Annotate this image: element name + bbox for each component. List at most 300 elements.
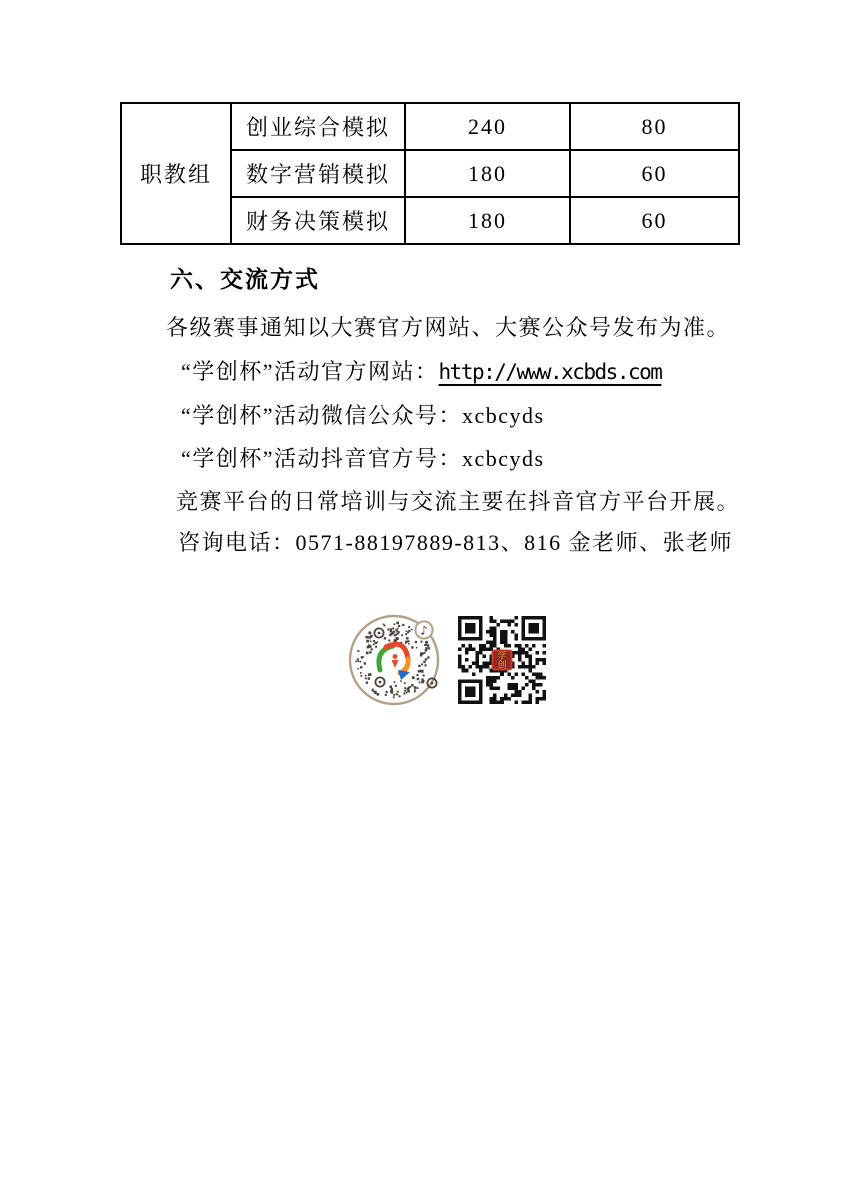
qr-finder-core (528, 623, 539, 634)
qr-dot (425, 647, 427, 649)
qr-dot (360, 675, 362, 677)
qr-dot (400, 680, 402, 682)
qr-module (521, 686, 525, 690)
qr-dot (397, 628, 399, 630)
qr-dot (414, 686, 416, 688)
qr-module (514, 672, 518, 676)
qr-dot (411, 629, 413, 631)
qr-dot (408, 630, 410, 632)
qr-module (486, 648, 490, 652)
qr-module (518, 658, 522, 662)
qr-module (497, 623, 501, 627)
qr-dot (384, 637, 386, 639)
qr-module (507, 683, 511, 687)
qr-module (511, 676, 515, 680)
qr-module (528, 658, 532, 662)
qr-module (493, 620, 497, 624)
qr-dot (427, 644, 429, 646)
qr-module (483, 644, 487, 648)
qr-dot (396, 694, 398, 696)
qr-dot (373, 640, 375, 642)
qr-module (521, 651, 525, 655)
qr-dot (360, 666, 362, 668)
qr-module (462, 665, 466, 669)
qr-module (514, 690, 518, 694)
qr-module (504, 697, 508, 701)
qr-module (539, 697, 543, 701)
notice-paragraph: 各级赛事通知以大赛官方网站、大赛公众号发布为准。 (166, 315, 731, 340)
qr-dot (371, 648, 373, 650)
qr-module (476, 655, 480, 659)
qr-module (525, 644, 529, 648)
qr-eye-dot (378, 632, 381, 635)
qr-module (493, 641, 497, 645)
qr-module (514, 693, 518, 697)
qr-module (479, 644, 483, 648)
website-line (181, 358, 661, 386)
qr-dot (360, 672, 362, 674)
qr-module (535, 697, 539, 701)
qr-dot (393, 623, 395, 625)
qr-dot (412, 676, 415, 679)
qr-seal-glyph: 创 (497, 659, 507, 670)
square-qr-code (458, 616, 546, 706)
qr-module (518, 690, 522, 694)
qr-module (490, 679, 494, 683)
table-cell-value: 180 (405, 150, 570, 197)
qr-dot (401, 634, 403, 636)
qr-dot (357, 658, 359, 660)
qr-dot (419, 682, 421, 684)
qr-dot (369, 673, 371, 675)
qr-module (511, 620, 515, 624)
qr-dot (370, 635, 373, 638)
qr-dot (418, 665, 420, 667)
qr-module (486, 683, 490, 687)
qr-dot (405, 633, 407, 635)
qr-finder-core (465, 623, 476, 634)
qr-dot (421, 663, 423, 665)
qr-module (500, 672, 504, 676)
qr-dot (425, 658, 427, 660)
qr-module (507, 672, 511, 676)
qr-dot (408, 643, 410, 645)
qr-dot (368, 632, 371, 635)
qr-dot (408, 626, 410, 628)
qr-module (532, 686, 536, 690)
qr-module (490, 676, 494, 680)
qr-eye-dot (431, 682, 434, 685)
table-cell-value: 240 (405, 103, 570, 150)
qr-dot (370, 640, 372, 642)
qr-module (490, 697, 494, 701)
qr-module (514, 686, 518, 690)
qr-dot (406, 631, 408, 633)
qr-module (511, 683, 515, 687)
qr-dot (392, 627, 394, 629)
table-cell-event: 创业综合模拟 (231, 103, 405, 150)
qr-module (532, 683, 536, 687)
qr-dot (427, 656, 429, 658)
qr-module (525, 655, 529, 659)
qr-dot (396, 631, 398, 633)
qr-module (486, 641, 490, 645)
qr-dot (409, 686, 411, 688)
qr-module (504, 641, 508, 645)
qr-module (497, 676, 501, 680)
qr-dot (366, 682, 368, 684)
qr-dot (416, 647, 418, 649)
qr-module (528, 697, 532, 701)
qr-module (528, 665, 532, 669)
qr-module (493, 676, 497, 680)
qr-module (500, 697, 504, 701)
qr-module (539, 672, 543, 676)
qr-module (525, 665, 529, 669)
qr-module (476, 658, 480, 662)
qr-dot (411, 646, 413, 648)
qr-module (528, 700, 532, 704)
qr-eye-dot (379, 681, 382, 684)
qr-dot (414, 691, 416, 693)
qr-module (479, 651, 483, 655)
qr-module (490, 616, 494, 620)
qr-module (507, 686, 511, 690)
qr-module (486, 662, 490, 666)
qr-dot (425, 649, 428, 652)
qr-module (500, 641, 504, 645)
qr-module (476, 651, 480, 655)
qr-module (528, 679, 532, 683)
qr-module (493, 644, 497, 648)
qr-module (458, 648, 462, 652)
qr-module (511, 693, 515, 697)
qr-module (514, 651, 518, 655)
qr-module (514, 634, 518, 638)
qr-module (490, 634, 494, 638)
table-cell-value: 180 (405, 197, 570, 244)
table-cell-group: 职教组 (121, 103, 231, 244)
table-cell-event: 数字营销模拟 (231, 150, 405, 197)
qr-module (539, 658, 543, 662)
qr-module (525, 700, 529, 704)
qr-dot (361, 656, 363, 658)
qr-module (490, 700, 494, 704)
schedule-table (120, 102, 740, 245)
qr-module (469, 665, 473, 669)
qr-module (472, 672, 476, 676)
qr-module (490, 630, 494, 634)
qr-module (486, 665, 490, 669)
qr-dot (402, 625, 404, 627)
phone-contact-line: 咨询电话：0571-88197889-813、816 金老师、张老师 (178, 530, 734, 555)
qr-module (493, 679, 497, 683)
qr-module (469, 644, 473, 648)
qr-module (504, 693, 508, 697)
qr-dot (357, 650, 359, 652)
qr-module (500, 637, 504, 641)
qr-dot (365, 675, 367, 677)
qr-dot (396, 622, 398, 624)
qr-module (486, 630, 490, 634)
qr-module (521, 665, 525, 669)
qr-module (507, 644, 511, 648)
qr-dot (373, 691, 375, 693)
qr-module (514, 683, 518, 687)
qr-module (500, 700, 504, 704)
qr-seal-glyph: 学 (497, 650, 507, 661)
table-cell-value: 80 (570, 103, 739, 150)
qr-dot (397, 691, 399, 693)
qr-dot (367, 646, 370, 649)
qr-module (521, 672, 525, 676)
qr-module (493, 686, 497, 690)
qr-dot (357, 660, 359, 662)
qr-dot (420, 641, 422, 643)
logo-figure (392, 660, 399, 668)
qr-module (462, 644, 466, 648)
qr-module (528, 662, 532, 666)
qr-module (490, 627, 494, 631)
qr-module (518, 651, 522, 655)
website-url-link[interactable]: http://www.xcbds.com (438, 360, 662, 384)
qr-module (507, 620, 511, 624)
qr-module (497, 686, 501, 690)
qr-module (493, 637, 497, 641)
qr-module (493, 634, 497, 638)
qr-module (542, 644, 546, 648)
qr-module (479, 665, 483, 669)
qr-module (528, 655, 532, 659)
qr-module (504, 620, 508, 624)
qr-dot (423, 674, 425, 676)
qr-dot (404, 682, 406, 684)
qr-module (518, 665, 522, 669)
qr-dot (422, 653, 424, 655)
table-cell-value: 60 (570, 197, 739, 244)
table-row (121, 103, 739, 150)
qr-dot (365, 677, 367, 679)
qr-dot (391, 688, 393, 690)
qr-dot (390, 686, 392, 688)
qr-dot (377, 693, 380, 696)
qr-dot (423, 661, 425, 663)
qr-module (539, 683, 543, 687)
qr-module (493, 697, 497, 701)
qr-module (521, 662, 525, 666)
qr-module (479, 648, 483, 652)
qr-dot (422, 670, 424, 672)
qr-module (542, 651, 546, 655)
qr-module (465, 669, 469, 673)
qr-dot (373, 643, 375, 645)
qr-dot (404, 687, 406, 689)
qr-dot (411, 684, 413, 686)
qr-module (465, 648, 469, 652)
qr-dot (383, 623, 385, 625)
table-cell-value: 60 (570, 150, 739, 197)
qr-module (542, 697, 546, 701)
qr-module (535, 662, 539, 666)
qr-module (490, 683, 494, 687)
qr-module (528, 693, 532, 697)
qr-module (532, 679, 536, 683)
qr-module (528, 669, 532, 673)
qr-dot (385, 694, 387, 696)
qr-dot (416, 674, 418, 676)
qr-dot (403, 692, 405, 694)
qr-dot (368, 644, 370, 646)
qr-module (490, 686, 494, 690)
qr-dot (395, 685, 397, 687)
qr-module (500, 630, 504, 634)
logo-green-arc (379, 646, 393, 670)
qr-finder-core (465, 686, 476, 697)
qr-module (493, 627, 497, 631)
qr-module (511, 630, 515, 634)
qr-module (514, 700, 518, 704)
qr-module (542, 690, 546, 694)
qr-module (458, 662, 462, 666)
qr-dot (407, 688, 410, 691)
qr-dot (364, 662, 366, 664)
qr-module (504, 634, 508, 638)
qr-dot (425, 641, 427, 643)
qr-dot (366, 640, 369, 643)
qr-dot (422, 680, 424, 682)
qr-module (535, 651, 539, 655)
qr-module (490, 620, 494, 624)
qr-dot (357, 668, 359, 670)
qr-module (507, 697, 511, 701)
table-cell-event: 财务决策模拟 (231, 197, 405, 244)
qr-module (542, 676, 546, 680)
qr-module (514, 623, 518, 627)
qr-module (514, 637, 518, 641)
qr-dot (390, 628, 392, 630)
qr-module (472, 662, 476, 666)
qr-module (479, 669, 483, 673)
qr-dot (404, 690, 406, 692)
qr-module (493, 693, 497, 697)
qr-module (476, 662, 480, 666)
qr-module (497, 700, 501, 704)
qr-dot (368, 677, 370, 679)
qr-dot (366, 652, 369, 655)
qr-module (532, 665, 536, 669)
qr-module (490, 641, 494, 645)
qr-module (518, 655, 522, 659)
section-heading: 六、交流方式 (170, 266, 320, 292)
qr-module (483, 655, 487, 659)
qr-dot (360, 661, 362, 663)
qr-dot (393, 694, 395, 696)
qr-module (493, 630, 497, 634)
qr-module (535, 700, 539, 704)
qr-module (490, 644, 494, 648)
qr-module (458, 655, 462, 659)
logo-blue-triangle (398, 670, 410, 680)
qr-module (462, 669, 466, 673)
qr-dot (392, 633, 394, 635)
qr-module (458, 658, 462, 662)
qr-module (525, 683, 529, 687)
qr-module (542, 658, 546, 662)
qr-module (486, 679, 490, 683)
qr-dot (406, 692, 408, 694)
qr-dot (415, 641, 417, 643)
qr-module (539, 676, 543, 680)
qr-module (486, 676, 490, 680)
qr-module (535, 676, 539, 680)
qr-module (507, 623, 511, 627)
platform-paragraph: 竞赛平台的日常培训与交流主要在抖音官方平台开展。 (176, 489, 741, 514)
qr-module (542, 693, 546, 697)
qr-module (514, 644, 518, 648)
qr-dot (393, 696, 395, 698)
qr-dot (393, 631, 395, 633)
qr-module (518, 693, 522, 697)
logo-figure-head (393, 654, 398, 659)
qr-dot (396, 632, 398, 634)
qr-module (521, 648, 525, 652)
qr-dot (369, 651, 371, 653)
circular-douyin-qr-code (348, 614, 440, 706)
qr-dot (406, 637, 408, 639)
qr-module (504, 637, 508, 641)
website-label: “学创杯”活动官方网站： (181, 359, 439, 384)
qr-dot (399, 695, 401, 697)
qr-dot (386, 691, 388, 693)
qr-dot (396, 637, 399, 640)
qr-dot (428, 647, 430, 649)
qr-dot (417, 678, 419, 680)
qr-dot (418, 670, 420, 672)
qr-module (511, 686, 515, 690)
qr-module (465, 658, 469, 662)
qr-dot (388, 639, 390, 641)
qr-dot (365, 636, 367, 638)
qr-module (472, 648, 476, 652)
qr-module (469, 648, 473, 652)
qr-dot (375, 642, 377, 644)
qr-dot (355, 661, 357, 663)
qr-module (525, 651, 529, 655)
qr-dot (424, 664, 426, 666)
qr-module (535, 672, 539, 676)
qr-module (521, 700, 525, 704)
qr-module (532, 672, 536, 676)
qr-module (528, 648, 532, 652)
qr-module (500, 620, 504, 624)
qr-module (493, 700, 497, 704)
qr-module (525, 676, 529, 680)
wechat-account-line: “学创杯”活动微信公众号：xcbcyds (181, 403, 545, 428)
qr-module (504, 630, 508, 634)
qr-module (465, 651, 469, 655)
qr-module (518, 644, 522, 648)
douyin-note-icon: ♪ (420, 623, 428, 638)
qr-module (483, 648, 487, 652)
qr-dot (405, 641, 407, 643)
qr-module (476, 665, 480, 669)
qr-dot (398, 625, 400, 627)
qr-dot (387, 628, 389, 630)
qr-dot (375, 646, 377, 648)
qr-module (483, 665, 487, 669)
qr-module (535, 683, 539, 687)
qr-module (483, 662, 487, 666)
